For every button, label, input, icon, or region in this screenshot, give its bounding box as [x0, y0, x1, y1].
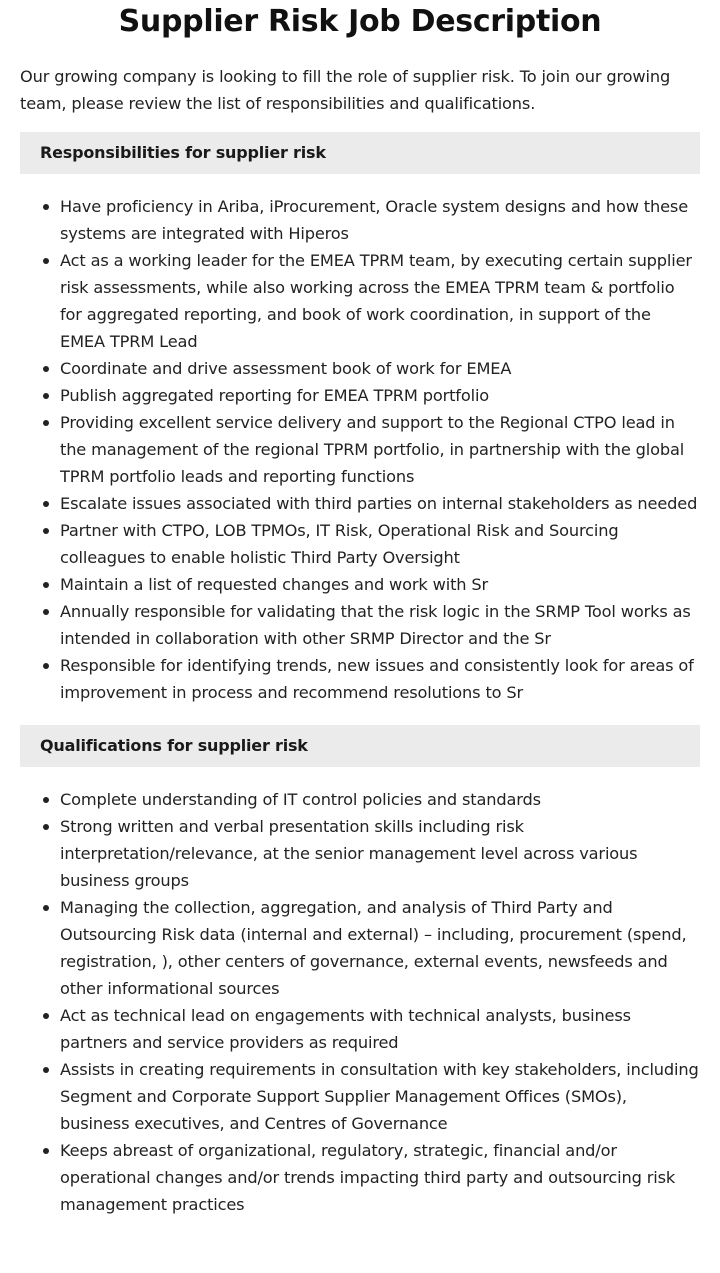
page-title: Supplier Risk Job Description: [118, 4, 602, 39]
list-item: Publish aggregated reporting for EMEA TPRM portfolio: [60, 382, 700, 409]
responsibilities-heading: Responsibilities for supplier risk: [20, 132, 700, 174]
list-item: Act as technical lead on engagements with technical analysts, business partners and service providers as required: [60, 1002, 700, 1056]
list-item: Complete understanding of IT control policies and standards: [60, 786, 700, 813]
list-item: Escalate issues associated with third parties on internal stakeholders as needed: [60, 490, 700, 517]
qualifications-heading: Qualifications for supplier risk: [20, 725, 700, 767]
list-item: Coordinate and drive assessment book of work for EMEA: [60, 355, 700, 382]
list-item: Strong written and verbal presentation skills including risk interpretation/relevance, at the senior management level across various business groups: [60, 813, 700, 894]
qualifications-list: [20, 786, 700, 1218]
responsibilities-list: [20, 193, 700, 706]
list-item: Have proficiency in Ariba, iProcurement, Oracle system designs and how these systems are integrated with Hiperos: [60, 193, 700, 247]
list-item: Keeps abreast of organizational, regulatory, strategic, financial and/or operational changes and/or trends impacting third party and outsourcing risk management practices: [60, 1137, 700, 1218]
list-item: Providing excellent service delivery and support to the Regional CTPO lead in the management of the regional TPRM portfolio, in partnership with the global TPRM portfolio leads and reporting functions: [60, 409, 700, 490]
list-item: Managing the collection, aggregation, and analysis of Third Party and Outsourcing Risk data (internal and external) – including, procurement (spend, registration, ), other centers of governance, external events, newsfeeds and other informational sources: [60, 894, 700, 1002]
list-item: Annually responsible for validating that the risk logic in the SRMP Tool works as intended in collaboration with other SRMP Director and the Sr: [60, 598, 700, 652]
list-item: Act as a working leader for the EMEA TPRM team, by executing certain supplier risk assessments, while also working across the EMEA TPRM team & portfolio for aggregated reporting, and book of work coordination, in support of the EMEA TPRM Lead: [60, 247, 700, 355]
list-item: Responsible for identifying trends, new issues and consistently look for areas of improvement in process and recommend resolutions to Sr: [60, 652, 700, 706]
list-item: Assists in creating requirements in consultation with key stakeholders, including Segment and Corporate Support Supplier Management Offices (SMOs), business executives, and Centres of Governance: [60, 1056, 700, 1137]
intro-paragraph: Our growing company is looking to fill the role of supplier risk. To join our growing team, please review the list of responsibilities and qualifications.: [20, 67, 671, 113]
list-item: Partner with CTPO, LOB TPMOs, IT Risk, Operational Risk and Sourcing colleagues to enable holistic Third Party Oversight: [60, 517, 700, 571]
list-item: Maintain a list of requested changes and work with Sr: [60, 571, 700, 598]
